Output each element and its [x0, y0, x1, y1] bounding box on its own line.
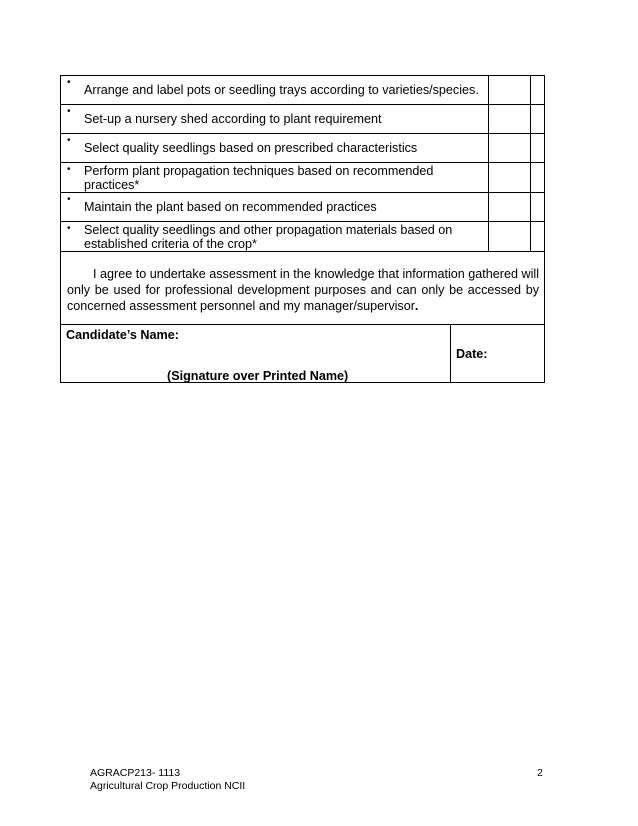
bullet-icon: • [67, 77, 71, 88]
agreement-statement [61, 252, 544, 325]
bullet-icon: • [67, 106, 71, 117]
signature-row [61, 325, 544, 382]
task-text: Select quality seedlings based on prescribed characteristics [84, 141, 418, 155]
date-label: Date: [456, 347, 488, 361]
agreement-end-mark: . [414, 299, 419, 313]
candidate-name-label: Candidate’s Name: [66, 328, 179, 342]
yes-checkbox-cell[interactable] [489, 193, 531, 221]
task-row [61, 222, 544, 252]
no-checkbox-cell[interactable] [531, 134, 544, 162]
task-cell [61, 134, 489, 162]
document-footer [90, 767, 245, 793]
yes-checkbox-cell[interactable] [489, 105, 531, 133]
task-text: Select quality seedlings and other propagation materials based on established criteria of the crop* [84, 222, 453, 251]
bullet-icon: • [67, 223, 71, 234]
yes-checkbox-cell[interactable] [489, 76, 531, 104]
task-row [61, 163, 544, 193]
task-row [61, 193, 544, 222]
qualification-code: AGRACP213- 1113 [90, 767, 181, 779]
no-checkbox-cell[interactable] [531, 222, 544, 251]
page-number: 2 [537, 767, 543, 779]
task-cell [61, 222, 489, 251]
candidate-name-field[interactable] [61, 325, 451, 382]
task-cell [61, 105, 489, 133]
task-cell [61, 193, 489, 221]
task-text: Set-up a nursery shed according to plant requirement [84, 112, 382, 126]
signature-label: (Signature over Printed Name) [167, 369, 349, 383]
date-field[interactable] [451, 325, 544, 382]
bullet-icon: • [67, 164, 71, 175]
yes-checkbox-cell[interactable] [489, 163, 531, 192]
no-checkbox-cell[interactable] [531, 193, 544, 221]
assessment-table [60, 75, 545, 383]
task-row [61, 105, 544, 134]
yes-checkbox-cell[interactable] [489, 134, 531, 162]
task-text: Perform plant propagation techniques based on recommended practices* [84, 163, 434, 192]
yes-checkbox-cell[interactable] [489, 222, 531, 251]
agreement-text: I agree to undertake assessment in the knowledge that information gathered will only be used for professional development purposes and can only be accessed by concerned assessment personnel and my manager/supervisor [67, 267, 539, 313]
bullet-icon: • [67, 194, 71, 205]
task-row [61, 134, 544, 163]
task-cell [61, 163, 489, 192]
task-text: Arrange and label pots or seedling trays according to varieties/species. [84, 83, 479, 97]
no-checkbox-cell[interactable] [531, 163, 544, 192]
bullet-icon: • [67, 135, 71, 146]
task-cell [61, 76, 489, 104]
task-text: Maintain the plant based on recommended practices [84, 200, 377, 214]
task-row [61, 76, 544, 105]
no-checkbox-cell[interactable] [531, 76, 544, 104]
no-checkbox-cell[interactable] [531, 105, 544, 133]
qualification-title: Agricultural Crop Production NCII [90, 780, 246, 792]
